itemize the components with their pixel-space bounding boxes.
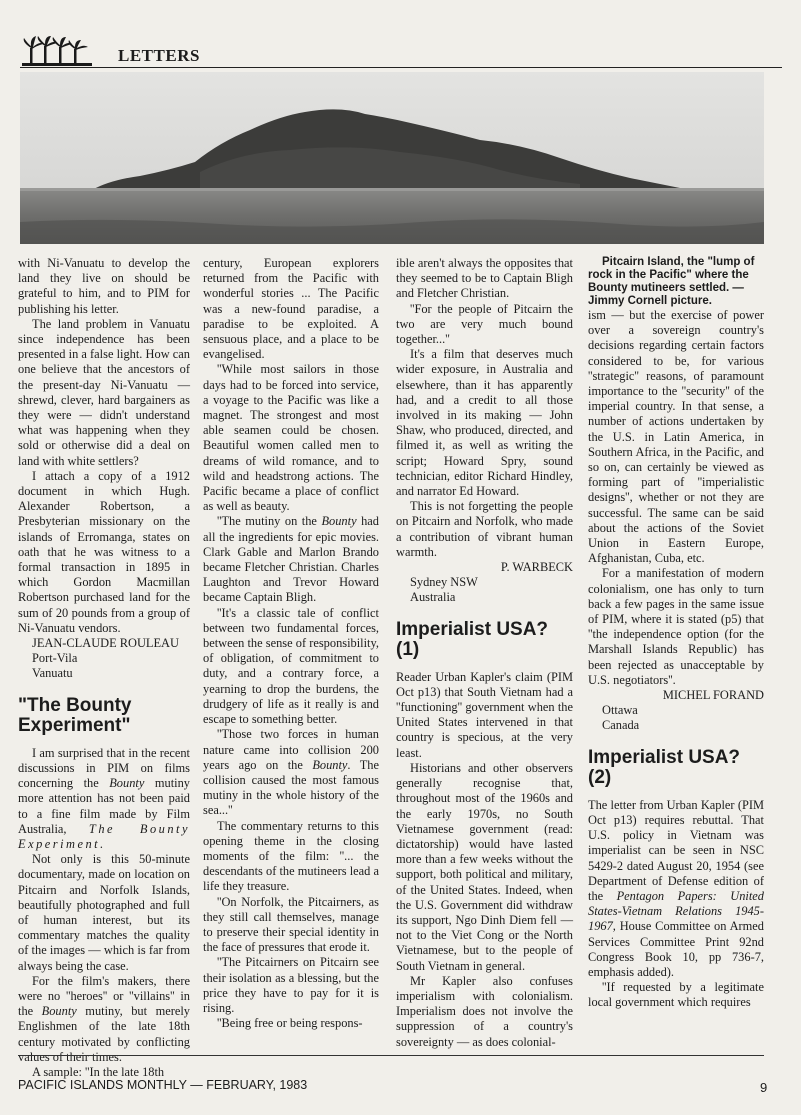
paragraph: ''On Norfolk, the Pitcairners, as they still call themselves, manage to preserve their special identity in the face of pressures that erode it. <box>203 894 379 955</box>
paragraph: Historians and other observers generally recognise that, throughout most of the 1960s and the early 1970s, no South Vietnamese government (read: dictatorship) would have lasted more than a few weeks without the support, both political and military, of the United States. Indeed, when the U.S. Government did withdraw its support, Ngo Dinh Diem fell — not to the Viet Cong or the North Vietnamese, but to the people of South Vietnam in general. <box>396 760 573 973</box>
paragraph: ible aren't always the opposites that they seemed to be to Captain Bligh and Fletcher Christian. <box>396 256 573 301</box>
column-1 <box>18 256 190 1080</box>
paragraph: ''Those two forces in human nature came into collision 200 years ago on the Bounty. The collision caused the most famous mutiny in the whole history of the sea...'' <box>203 727 379 818</box>
paragraph: ''The Pitcairners on Pitcairn see their isolation as a blessing, but the price they have to pay for it is rising. <box>203 955 379 1015</box>
letter-location: Australia <box>410 590 456 605</box>
letter-location: Ottawa <box>602 703 638 718</box>
paragraph: Not only is this 50-minute documentary, made on location on Pitcairn and Norfolk Islands, beautifully photographed and full of human interest, but its commentary matches the quality of the images — which is far from always being the case. <box>18 852 190 973</box>
letter-heading: Imperialist USA? (1) <box>396 618 549 660</box>
footer-rule <box>18 1055 764 1056</box>
column-3 <box>396 256 573 1050</box>
header-rule <box>20 67 782 68</box>
letter-signature: JEAN-CLAUDE ROULEAU <box>32 636 179 651</box>
paragraph: I am surprised that in the recent discussions in PIM on films concerning the Bounty mutiny more attention has not been paid to a fine film made by Film Australia, The Bounty Experiment. <box>18 745 190 851</box>
paragraph: The commentary returns to this opening theme in the closing moments of the film: ''... the descendants of the mutineers lead a life they treasure. <box>203 818 379 894</box>
section-header <box>20 36 782 68</box>
paragraph: Mr Kapler also confuses imperialism with colonialism. Imperialism does not involve the suppression of a country's sovereignty — as does colonial- <box>396 973 573 1049</box>
column-2 <box>203 256 379 1031</box>
paragraph: Reader Urban Kapler's claim (PIM Oct p13) that South Vietnam had a ''functioning'' government when the United States intervened in that country is specious, at the very least. <box>396 669 573 760</box>
letter-location: Canada <box>602 718 640 733</box>
letter-heading: "The Bounty Experiment" <box>18 694 132 736</box>
publication-footer: PACIFIC ISLANDS MONTHLY — FEBRUARY, 1983 <box>18 1078 308 1092</box>
paragraph: with Ni-Vanuatu to develop the land they live on should be grateful to him, and to PIM for publishing his letter. <box>18 256 190 316</box>
paragraph: For the film's makers, there were no ''heroes'' or ''villains'' in the Bounty mutiny, but merely Englishmen of the late 18th century motivated by conflicting values of their times. <box>18 973 190 1064</box>
column-4 <box>588 256 764 1011</box>
letter-location: Sydney NSW <box>410 575 478 590</box>
paragraph: The land problem in Vanuatu since independence has been presented in a false light. How can one believe that the ancestors of the present-day Ni-Vanuatu — shrewd, clever, hard bargainers as they were — didn't understand what was happening when they sold or otherwise did a deal on land with white settlers? <box>18 316 190 468</box>
paragraph: ''It's a classic tale of conflict between two fundamental forces, between the sense of responsibility, of obligation, of commitment to duty, and a contrary force, a yearning to drop the burdens, the drudgery of life as it really is and escape to something better. <box>203 605 379 727</box>
letter-location: Vanuatu <box>32 666 73 681</box>
letter-location: Port-Vila <box>32 651 78 666</box>
page-number: 9 <box>760 1080 768 1095</box>
paragraph: ''While most sailors in those days had to be forced into service, a voyage to the Pacific was like a magnet. The strongest and most able seamen could be chosen. Beautiful women called men to dreams of wild romance, and to wild and headstrong actions. The Pacific became a place of conflict as well as beauty. <box>203 362 379 514</box>
paragraph: ism — but the exercise of power over a sovereign country's decisions regarding certain factors considered to be, for various ''strategic'' reasons, of paramount importance to the ''security'' of the imperial country. In that sense, a number of actions undertaken by the U.S. in Latin America, in Southern Africa, in the Pacific, and so on, can certainly be viewed as forming part of ''imperialistic designs'', whether or not they are successful. The same can be said about the actions of the Soviet Union in Eastern Europe, Afghanistan, Cuba, etc. <box>588 308 764 566</box>
paragraph: This is not forgetting the people on Pitcairn and Norfolk, who made a contribution of vibrant human warmth. <box>396 499 573 559</box>
paragraph: For a manifestation of modern colonialism, one has only to turn back a few pages in the same issue of PIM, where it is stated (p5) that ''the independence option (for the Marshall Islands Republic) has been rejected as unacceptable by U.S. negotiators''. <box>588 566 764 687</box>
paragraph: ''For the people of Pitcairn the two are very much bound together...'' <box>396 301 573 347</box>
paragraph: I attach a copy of a 1912 document in which Hugh. Alexander Robertson, a Presbyterian missionary on the islands of Erromanga, states on oath that he was witness to a formal transaction in 1895 in which Gordon Macmillan Robertson purchased land for the sum of 20 pounds from a group of Ni-Vanuatu vendors. <box>18 468 190 635</box>
paragraph: The letter from Urban Kapler (PIM Oct p13) requires rebuttal. That U.S. policy in Vietnam was imperialist can be seen in NSC 5429-2 dated August 20, 1954 (see Department of Defense edition of the Pentagon Papers: United States-Vietnam Relations 1945-1967, House Committee on Armed Services Committee Print 92nd Congress Book 10, pp 736-7, emphasis added). <box>588 797 764 979</box>
letter-signature: P. WARBECK <box>500 560 573 575</box>
photo-caption: Pitcairn Island, the "lump of rock in the Pacific" where the Bounty mutineers settled. — Jimmy Cornell picture. <box>588 256 755 307</box>
letter-signature: MICHEL FORAND <box>662 688 764 703</box>
letter-heading: Imperialist USA? (2) <box>588 746 741 788</box>
paragraph: ''Being free or being respons- <box>217 1016 363 1031</box>
island-photo <box>20 72 764 244</box>
paragraph: It's a film that deserves much wider exposure, in Australia and elsewhere, than it has apparently had, and a credit to all those involved in its making — John Shaw, who produced, directed, and filmed it, as well as writing the script; Howard Spry, sound technician, editor Richard Hindley, and narrator Ed Howard. <box>396 347 573 499</box>
paragraph: century, European explorers returned from the Pacific with wonderful stories ... The Pacific was a new-found paradise, a paradise to be exploited. A sensuous place, and a place to be evangelised. <box>203 256 379 362</box>
paragraph: ''If requested by a legitimate local government which requires <box>588 980 764 1010</box>
paragraph: A sample: ''In the late 18th <box>32 1064 165 1079</box>
paragraph: ''The mutiny on the Bounty had all the ingredients for epic movies. Clark Gable and Marlon Brando became Fletcher Christian. Charles Laughton and Trevor Howard became Captain Bligh. <box>203 514 379 605</box>
section-label: LETTERS <box>118 46 200 65</box>
palm-trees-logo-icon <box>22 36 92 66</box>
